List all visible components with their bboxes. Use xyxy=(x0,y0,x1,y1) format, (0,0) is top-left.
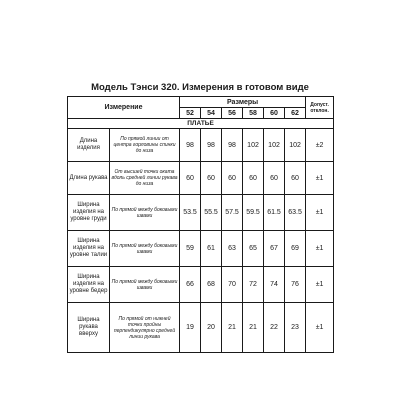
row-value: 20 xyxy=(201,303,222,353)
row-value: 59.5 xyxy=(243,195,264,231)
row-value: 66 xyxy=(180,267,201,303)
row-value: 19 xyxy=(180,303,201,353)
section-label: ПЛАТЬЕ xyxy=(68,119,334,129)
table-row xyxy=(68,231,334,267)
row-value: 57.5 xyxy=(222,195,243,231)
row-value: 102 xyxy=(243,129,264,162)
row-description: По прямой между боковыми швами xyxy=(110,195,180,231)
row-value: 55.5 xyxy=(201,195,222,231)
row-value: 61.5 xyxy=(264,195,285,231)
row-name: Длина рукава xyxy=(68,162,110,195)
row-value: 65 xyxy=(243,231,264,267)
table-row xyxy=(68,129,334,162)
row-value: 61 xyxy=(201,231,222,267)
row-value: 53.5 xyxy=(180,195,201,231)
row-description: По прямой от нижней точки пройны перпендикулярно средней линии рукава xyxy=(110,303,180,353)
row-value: 98 xyxy=(222,129,243,162)
table-row xyxy=(68,267,334,303)
row-tolerance: ±1 xyxy=(306,195,334,231)
row-value: 60 xyxy=(201,162,222,195)
row-value: 70 xyxy=(222,267,243,303)
row-value: 74 xyxy=(264,267,285,303)
row-value: 98 xyxy=(201,129,222,162)
header-size-56: 56 xyxy=(222,108,243,119)
row-name: Ширина изделия на уровне талии xyxy=(68,231,110,267)
row-value: 60 xyxy=(180,162,201,195)
row-value: 72 xyxy=(243,267,264,303)
header-tolerance: Допуст. отклон. xyxy=(306,97,334,119)
table-title: Модель Тэнси 320. Измерения в готовом виде xyxy=(91,82,309,93)
header-size-52: 52 xyxy=(180,108,201,119)
row-value: 67 xyxy=(264,231,285,267)
row-tolerance: ±1 xyxy=(306,303,334,353)
row-description: По прямой между боковыми швами xyxy=(110,267,180,303)
row-name: Ширина рукава вверху xyxy=(68,303,110,353)
row-value: 60 xyxy=(285,162,306,195)
row-tolerance: ±1 xyxy=(306,267,334,303)
row-value: 102 xyxy=(285,129,306,162)
row-value: 22 xyxy=(264,303,285,353)
row-value: 23 xyxy=(285,303,306,353)
measurements-table xyxy=(67,96,334,353)
row-value: 60 xyxy=(243,162,264,195)
row-value: 21 xyxy=(243,303,264,353)
row-name: Ширина изделия на уровне груди xyxy=(68,195,110,231)
row-value: 63.5 xyxy=(285,195,306,231)
row-value: 76 xyxy=(285,267,306,303)
header-size-60: 60 xyxy=(264,108,285,119)
table-row xyxy=(68,162,334,195)
row-description: По прямой линии от центра горловины спинки до низа xyxy=(110,129,180,162)
header-size-54: 54 xyxy=(201,108,222,119)
row-tolerance: ±2 xyxy=(306,129,334,162)
header-sizes: Размеры xyxy=(180,97,306,108)
header-size-58: 58 xyxy=(243,108,264,119)
header-measurement: Измерение xyxy=(68,97,180,119)
header-size-62: 62 xyxy=(285,108,306,119)
row-value: 59 xyxy=(180,231,201,267)
table-row xyxy=(68,195,334,231)
row-description: От высшей точки оката вдоль средней линии рукава до низа xyxy=(110,162,180,195)
row-value: 63 xyxy=(222,231,243,267)
row-value: 102 xyxy=(264,129,285,162)
row-tolerance: ±1 xyxy=(306,162,334,195)
row-name: Ширина изделия на уровне бедер xyxy=(68,267,110,303)
row-value: 60 xyxy=(222,162,243,195)
row-tolerance: ±1 xyxy=(306,231,334,267)
row-value: 68 xyxy=(201,267,222,303)
row-name: Длина изделия xyxy=(68,129,110,162)
row-description: По прямой между боковыми швами xyxy=(110,231,180,267)
row-value: 98 xyxy=(180,129,201,162)
row-value: 60 xyxy=(264,162,285,195)
row-value: 69 xyxy=(285,231,306,267)
row-value: 21 xyxy=(222,303,243,353)
table-row xyxy=(68,303,334,353)
